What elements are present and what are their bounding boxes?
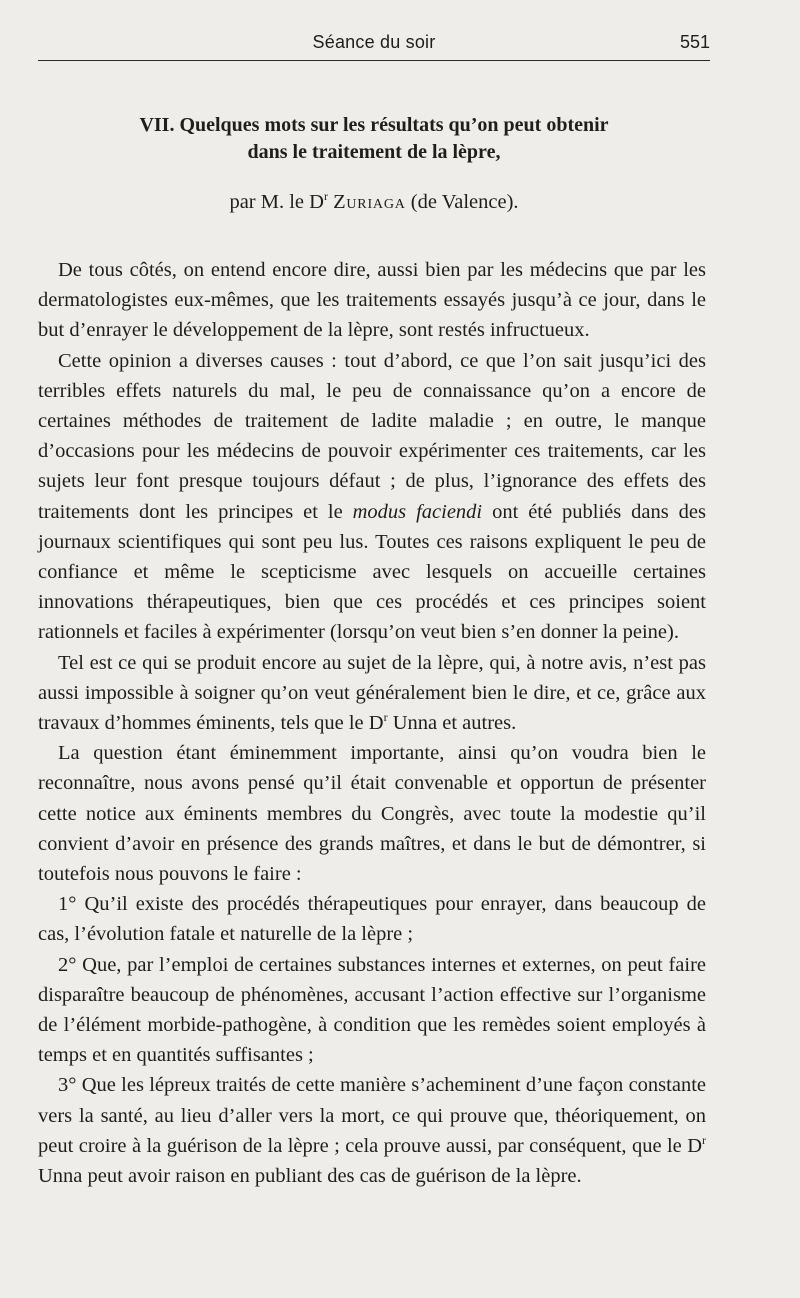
paragraph-3 [38,648,706,739]
author-name: Zuriaga [333,191,406,213]
list-item-3-text-a: 3° Que les lépreux traités de cette manière s’acheminent d’une façon constante vers la santé, au lieu d’aller vers la mort, ce qui prouve que, théoriquement, on peut croire à la guérison de la lèpre ; cela prouve aussi, par conséquent, que le D [38,1074,706,1157]
running-header [38,30,710,61]
list-item-3-text-b: Unna peut avoir raison en publiant des cas de guérison de la lèpre. [38,1165,582,1188]
paragraph-3-text-a: Tel est ce qui se produit encore au sujet de la lèpre, qui, à notre avis, n’est pas aussi impossible à soigner qu’on veut généralement bien le dire, et ce, grâce aux travaux d’hommes éminents, tels que le D [38,651,706,735]
paragraph-3-text-b: Unna et autres. [392,712,517,735]
author-affiliation: (de Valence). [410,191,519,213]
article-title-line-1: VII. Quelques mots sur les résultats qu’on peut obtenir [139,114,609,136]
paragraph-4: La question étant éminemment importante, ainsi qu’on voudra bien le reconnaître, nous avons pensé qu’il était convenable et opportun de présenter cette notice aux éminents membres du Congrès, avec toute la modestie qu’il convient d’avoir en présence des grands maîtres, et dans le but de démontrer, si toutefois nous pouvons le faire : [38,742,706,886]
paragraph-1: De tous côtés, on entend encore dire, aussi bien par les médecins que par les dermatologistes eux-mêmes, que les traitements essayés jusqu’à ce jour, dans le but d’enrayer le développement de la lèpre, sont restés infructueux. [38,259,706,342]
paragraph-2-text-a: Cette opinion a diverses causes : tout d’abord, ce que l’on sait jusqu’ici des terribles effets naturels du mal, le peu de connaissance qu’on a encore de certaines méthodes de traitement de ladite maladie ; en outre, le manque d’occasions pour les médecins de pouvoir expérimenter ces traitements, car les sujets leur font presque toujours défaut ; de plus, l’ignorance des effets des traitements dont les principes et le [38,349,706,523]
list-item-1: 1° Qu’il existe des procédés thérapeutiques pour enrayer, dans beaucoup de cas, l’évolution fatale et naturelle de la lèpre ; [38,893,706,946]
list-item-2: 2° Que, par l’emploi de certaines substances internes et externes, on peut faire disparaître beaucoup de phénomènes, accusant l’action effective sur l’organisme de l’élément morbide-pathogène, à condition que les remèdes soient employés à temps et en quantités suffisantes ; [38,953,706,1067]
paragraph-2 [38,346,706,648]
byline-doctor-sup: r [323,189,328,203]
page-number: 551 [679,32,710,52]
running-title: Séance du soir [312,32,436,52]
paragraph-2-text-b: ont été publiés dans des journaux scientifiques qui sont peu lus. Toutes ces raisons expliquent le peu de confiance et même le scepticisme avec lesquels on accueille certaines innovations thérapeutiques, bien que ces procédés et ces principes soient rationnels et faciles à expérimenter (lorsqu’on veut bien s’en donner la peine). [38,500,706,644]
article-title [38,112,710,166]
article-title-line-2: dans le traitement de la lèpre, [247,141,501,163]
byline-prefix: par M. le D [229,191,324,213]
paragraph-2-italic: modus faciendi [352,500,483,523]
article-body [38,255,706,1191]
paragraph-3-sup: r [383,710,388,725]
list-item-3-sup: r [702,1132,706,1147]
author-byline [38,188,710,216]
list-item-3 [38,1070,706,1191]
